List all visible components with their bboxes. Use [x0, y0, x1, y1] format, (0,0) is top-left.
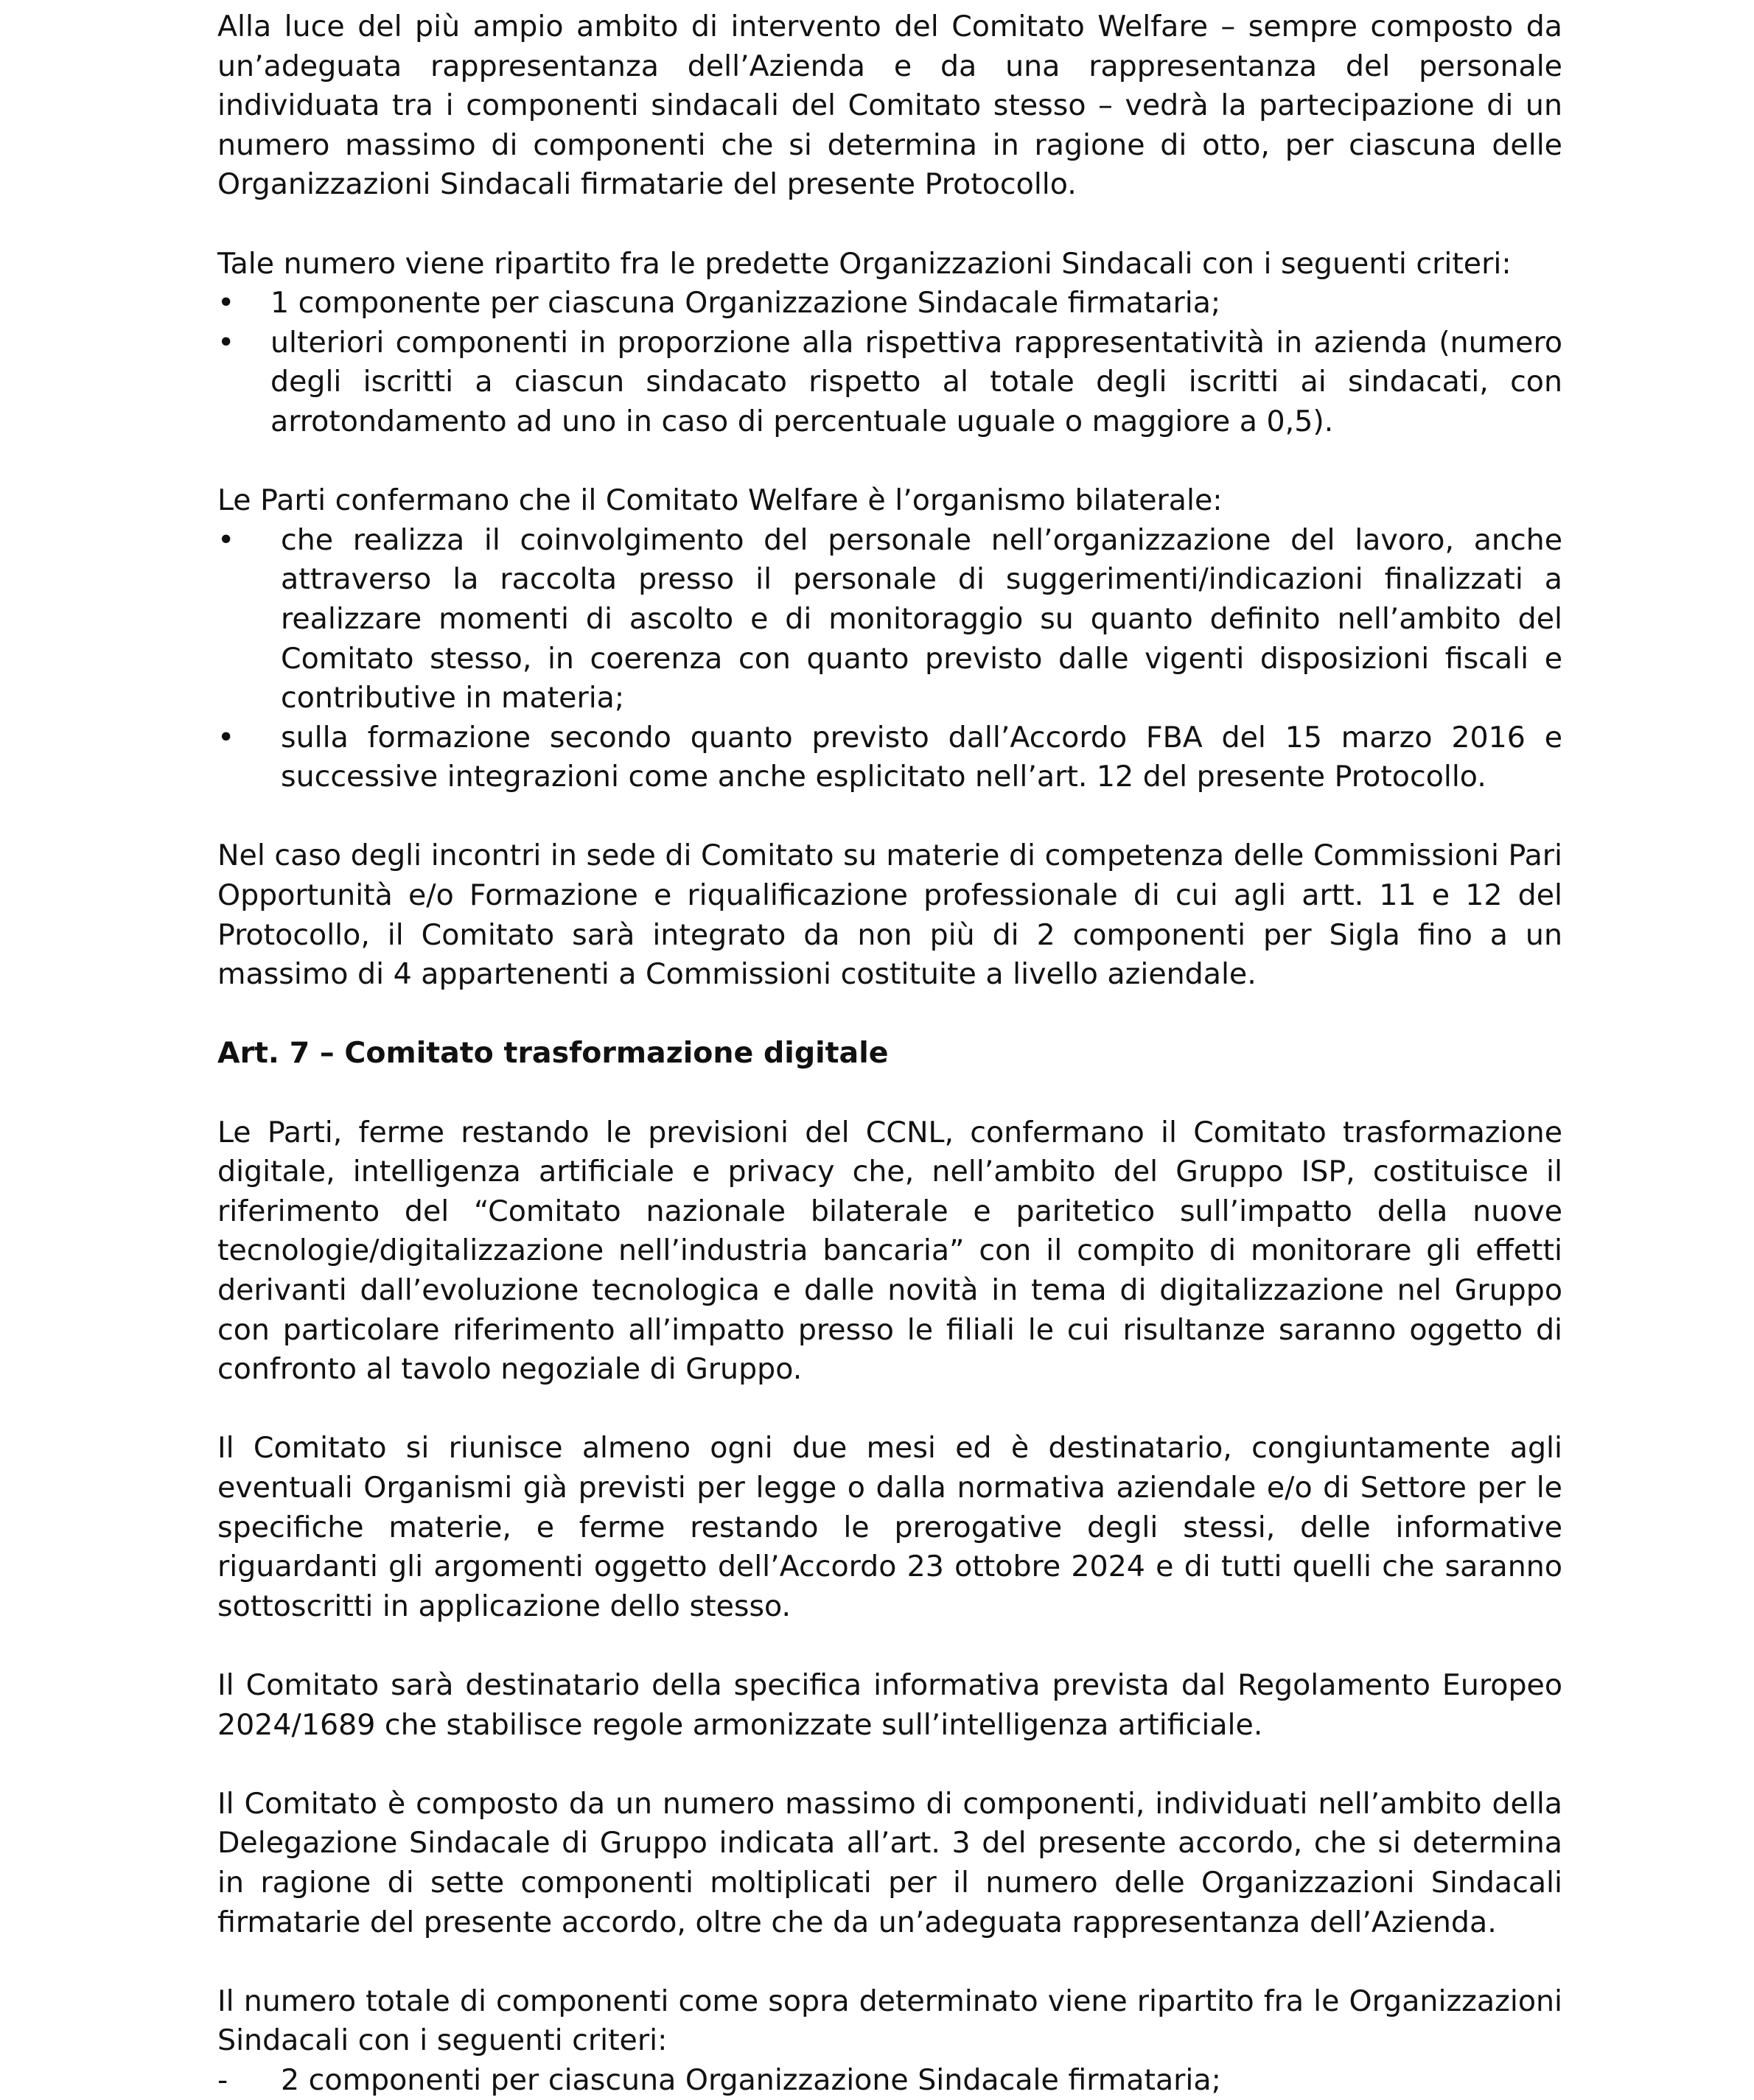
paragraph-composizione-comitato: Il Comitato è composto da un numero massimo di componenti, individuati nell’ambito della Delegazione Sindacale di Gruppo indicata all’art. 3 del presente accordo, che si determina in ragione di sette componenti moltiplicati per il numero delle Organizzazioni Sindacali firmatarie del presente accordo, oltre che da un’adeguata rappresentanza dell’Azienda.	[217, 1786, 1562, 1939]
bullet-list-organismo	[217, 521, 1562, 797]
list-item	[217, 521, 1562, 718]
bullet-icon: •	[217, 286, 235, 321]
bullet-list-criteri-welfare	[217, 284, 1562, 441]
list-item-text: 2 componenti per ciascuna Organizzazione Sindacale firmataria;	[281, 2062, 1221, 2097]
dash-list-criteri-digitale	[217, 2061, 1562, 2100]
list-item-text: che realizza il coinvolgimento del personale nell’organizzazione del lavoro, anche attraverso la raccolta presso il personale di suggerimenti/indicazioni finalizzati a realizzare momenti di ascolto e di monitoraggio su quanto definito nell’ambito del Comitato stesso, in coerenza con quanto previsto dalle vigenti disposizioni fiscali e contributive in materia;	[281, 522, 1562, 715]
list-item	[217, 284, 1562, 323]
bullet-icon: •	[217, 325, 235, 360]
paragraph-comitato-welfare-composizione: Alla luce del più ampio ambito di intervento del Comitato Welfare – sempre composto da un’adeguata rappresentanza dell’Azienda e da una rappresentanza del personale individuata tra i componenti sindacali del Comitato stesso – vedrà la partecipazione di un numero massimo di componenti che si determina in ragione di otto, per ciascuna delle Organizzazioni Sindacali firmatarie del presente Protocollo.	[217, 10, 1562, 202]
bullet-icon: •	[217, 522, 235, 557]
bullet-icon: •	[217, 720, 235, 755]
paragraph-commissioni: Nel caso degli incontri in sede di Comitato su materie di competenza delle Commissioni Pari Opportunità e/o Formazione e riqualificazione professionale di cui agli artt. 11 e 12 del Protocollo, il Comitato sarà integrato da non più di 2 componenti per Sigla fino a un massimo di 4 appartenenti a Commissioni costituite a livello aziendale.	[217, 839, 1562, 992]
paragraph-regolamento-europeo: Il Comitato sarà destinatario della specifica informativa prevista dal Regolamento Europeo 2024/1689 che stabilisce regole armonizzate sull’intelligenza artificiale.	[217, 1667, 1562, 1742]
paragraph-organismo-bilaterale: Le Parti confermano che il Comitato Welfare è l’organismo bilaterale:	[217, 483, 1223, 518]
document-page	[217, 7, 1562, 2100]
list-item-text: 1 componente per ciascuna Organizzazione Sindacale firmataria;	[270, 286, 1221, 321]
section-heading-art-7: Art. 7 – Comitato trasformazione digitale	[217, 1036, 889, 1071]
list-item	[217, 323, 1562, 442]
list-item-text: ulteriori componenti in proporzione alla rispettiva rappresentatività in azienda (numero degli iscritti a ciascun sindacato rispetto al totale degli iscritti ai sindacati, con arrotondamento ad uno in caso di percentuale uguale o maggiore a 0,5).	[270, 325, 1562, 438]
list-item	[217, 2061, 1562, 2100]
paragraph-ripartizione-componenti: Il numero totale di componenti come sopra determinato viene ripartito fra le Organizzazioni Sindacali con i seguenti criteri:	[217, 1984, 1562, 2058]
list-item	[217, 718, 1562, 797]
paragraph-criteri-ripartizione: Tale numero viene ripartito fra le predette Organizzazioni Sindacali con i seguenti criteri:	[217, 246, 1512, 281]
dash-icon: -	[217, 2062, 228, 2097]
list-item-text: sulla formazione secondo quanto previsto dall’Accordo FBA del 15 marzo 2016 e successive integrazioni come anche esplicitato nell’art. 12 del presente Protocollo.	[281, 720, 1562, 794]
paragraph-comitato-trasformazione-digitale: Le Parti, ferme restando le previsioni del CCNL, confermano il Comitato trasformazione digitale, intelligenza artificiale e privacy che, nell’ambito del Gruppo ISP, costituisce il riferimento del “Comitato nazionale bilaterale e paritetico sull’impatto della nuove tecnologie/digitalizzazione nell’industria bancaria” con il compito di monitorare gli effetti derivanti dall’evoluzione tecnologica e dalle novità in tema di digitalizzazione nel Gruppo con particolare riferimento all’impatto presso le filiali le cui risultanze saranno oggetto di confronto al tavolo negoziale di Gruppo.	[217, 1115, 1562, 1387]
paragraph-riunioni-comitato: Il Comitato si riunisce almeno ogni due mesi ed è destinatario, congiuntamente agli eventuali Organismi già previsti per legge o dalla normativa aziendale e/o di Settore per le specifiche materie, e ferme restando le prerogative degli stessi, delle informative riguardanti gli argomenti oggetto dell’Accordo 23 ottobre 2024 e di tutti quelli che saranno sottoscritti in applicazione dello stesso.	[217, 1431, 1562, 1623]
